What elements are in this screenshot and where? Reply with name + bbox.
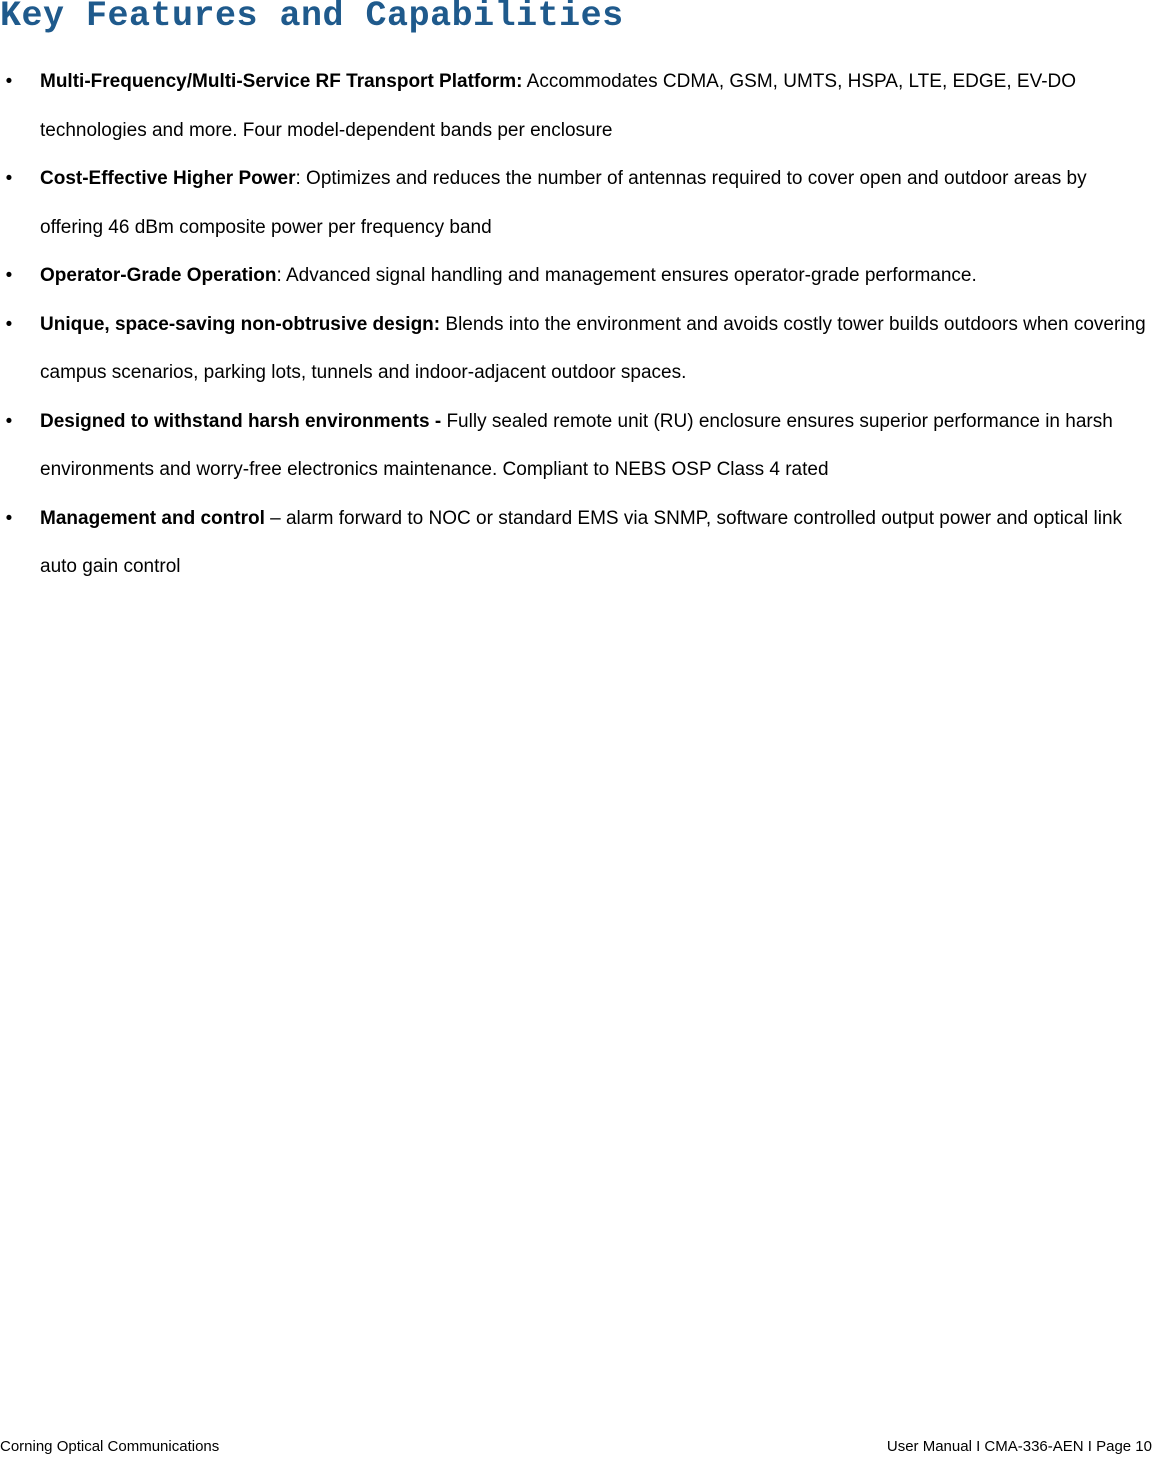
feature-title: Unique, space-saving non-obtrusive design: bbox=[40, 313, 441, 335]
list-item bbox=[0, 495, 1155, 592]
feature-description: : Advanced signal handling and management ensures operator-grade performance. bbox=[276, 265, 977, 286]
list-item bbox=[0, 301, 1155, 398]
feature-list bbox=[0, 58, 1155, 592]
footer-page-info: User Manual I CMA-336-AEN I Page 10 bbox=[886, 1438, 1152, 1455]
list-item bbox=[0, 398, 1155, 495]
bullet-icon: • bbox=[5, 71, 13, 92]
bullet-icon: • bbox=[5, 313, 13, 335]
feature-title: Multi-Frequency/Multi-Service RF Transport Platform: bbox=[40, 71, 523, 92]
bullet-icon: • bbox=[5, 410, 13, 432]
list-item bbox=[0, 58, 1155, 155]
feature-title: Operator-Grade Operation bbox=[40, 265, 277, 286]
feature-description: Fully sealed remote unit (RU) enclosure ensures superior performance in harsh environments and worry-free electronics maintenance. Compliant to NEBS OSP Class 4 rated bbox=[40, 410, 1113, 480]
list-item bbox=[0, 252, 1155, 301]
feature-title: Designed to withstand harsh environments - bbox=[40, 410, 442, 432]
bullet-icon: • bbox=[5, 168, 13, 189]
bullet-icon: • bbox=[5, 507, 13, 529]
list-item bbox=[0, 155, 1155, 252]
page-title: Key Features and Capabilities bbox=[0, 0, 624, 36]
feature-description: Blends into the environment and avoids costly tower builds outdoors when covering campus scenarios, parking lots, tunnels and indoor-adjacent outdoor spaces. bbox=[40, 313, 1146, 383]
feature-description: Accommodates CDMA, GSM, UMTS, HSPA, LTE, EDGE, EV-DO technologies and more. Four model-dependent bands per enclosure bbox=[40, 71, 1077, 141]
bullet-icon: • bbox=[5, 265, 13, 286]
feature-description: – alarm forward to NOC or standard EMS via SNMP, software controlled output power and optical link auto gain control bbox=[40, 507, 1123, 577]
feature-description: : Optimizes and reduces the number of antennas required to cover open and outdoor areas by offering 46 dBm composite power per frequency band bbox=[40, 168, 1087, 238]
feature-title: Cost-Effective Higher Power bbox=[40, 168, 296, 189]
footer-company: Corning Optical Communications bbox=[0, 1438, 220, 1455]
feature-title: Management and control bbox=[40, 507, 265, 529]
